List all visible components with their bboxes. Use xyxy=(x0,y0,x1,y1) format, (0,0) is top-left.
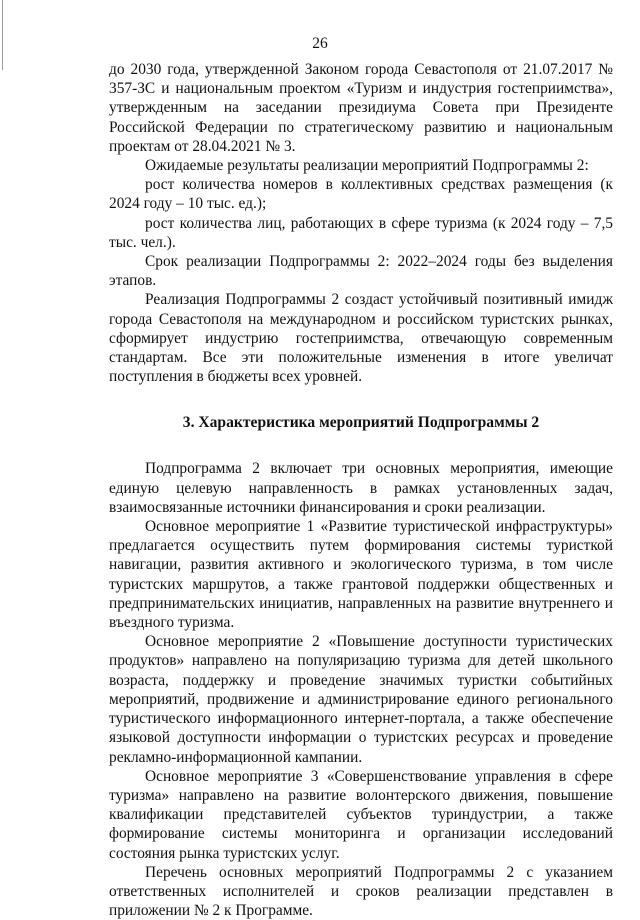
paragraph-employment-growth: рост количества лиц, работающих в сфере туризма (к 2024 году – 7,5 тыс. чел.). xyxy=(109,214,613,251)
page-number: 26 xyxy=(312,35,328,52)
paragraph-overview: Подпрограмма 2 включает три основных мероприятия, имеющие единую целевую направленность в рамках установленных задач, взаимосвязанные источники финансирования и сроки реализации. xyxy=(109,460,613,516)
paragraph-measure-3: Основное мероприятие 3 «Совершенствование управления в сфере туризма» направлено на развитие волонтерского движения, повышение квалификации представителей субъектов туриндустрии, а также формирование системы мониторинга и организации исследований состояния рынка туристских услуг. xyxy=(109,767,613,862)
paragraph-appendix-reference: Перечень основных мероприятий Подпрограммы 2 с указанием ответственных исполнителей и сроков реализации представлен в приложении № 2 к Программе. xyxy=(109,863,613,920)
paragraph-image-effect: Реализация Подпрограммы 2 создаст устойчивый позитивный имидж города Севастополя на международном и российском туристских рынках, сформирует индустрию гостеприимства, отвечающую современным стандартам. Все эти положительные изменения в итоге увеличат поступления в бюджеты всех уровней. xyxy=(109,291,613,386)
document-body xyxy=(109,60,613,920)
paragraph-measure-1: Основное мероприятие 1 «Развитие туристической инфраструктуры» предлагается осуществить путем формирования системы туристкой навигации, развития активного и экологического туризма, в том числе туристских маршрутов, а также грантовой поддержки общественных и предпринимательских инициатив, направленных на развитие внутреннего и въездного туризма. xyxy=(109,518,613,632)
paragraph-rooms-growth: рост количества номеров в коллективных средствах размещения (к 2024 году – 10 тыс. ед.); xyxy=(109,176,613,213)
paragraph-measure-2: Основное мероприятие 2 «Повышение доступности туристических продуктов» направлено на популяризацию туризма для детей школьного возраста, поддержку и проведение значимых туристки событийных мероприятий, продвижение и администрирование единого регионального туристического информационного интернет-портала, а также обеспечение языковой доступности информации о туристских ресурсах и проведение рекламно-информационной кампании. xyxy=(109,633,613,766)
paragraph-implementation-period: Срок реализации Подпрограммы 2: 2022–2024 годы без выделения этапов. xyxy=(109,253,613,290)
section-heading: 3. Характеристика мероприятий Подпрограммы 2 xyxy=(182,414,540,432)
paragraph-continuation: до 2030 года, утвержденной Законом города Севастополя от 21.07.2017 № 357-ЗС и национальным проектом «Туризм и индустрия гостеприимства», утвержденным на заседании президиума Совета при Президенте Российской Федерации по стратегическому развитию и национальным проектам от 28.04.2021 № 3. xyxy=(109,61,613,155)
paragraph-expected-results: Ожидаемые результаты реализации мероприятий Подпрограммы 2: xyxy=(145,157,589,175)
